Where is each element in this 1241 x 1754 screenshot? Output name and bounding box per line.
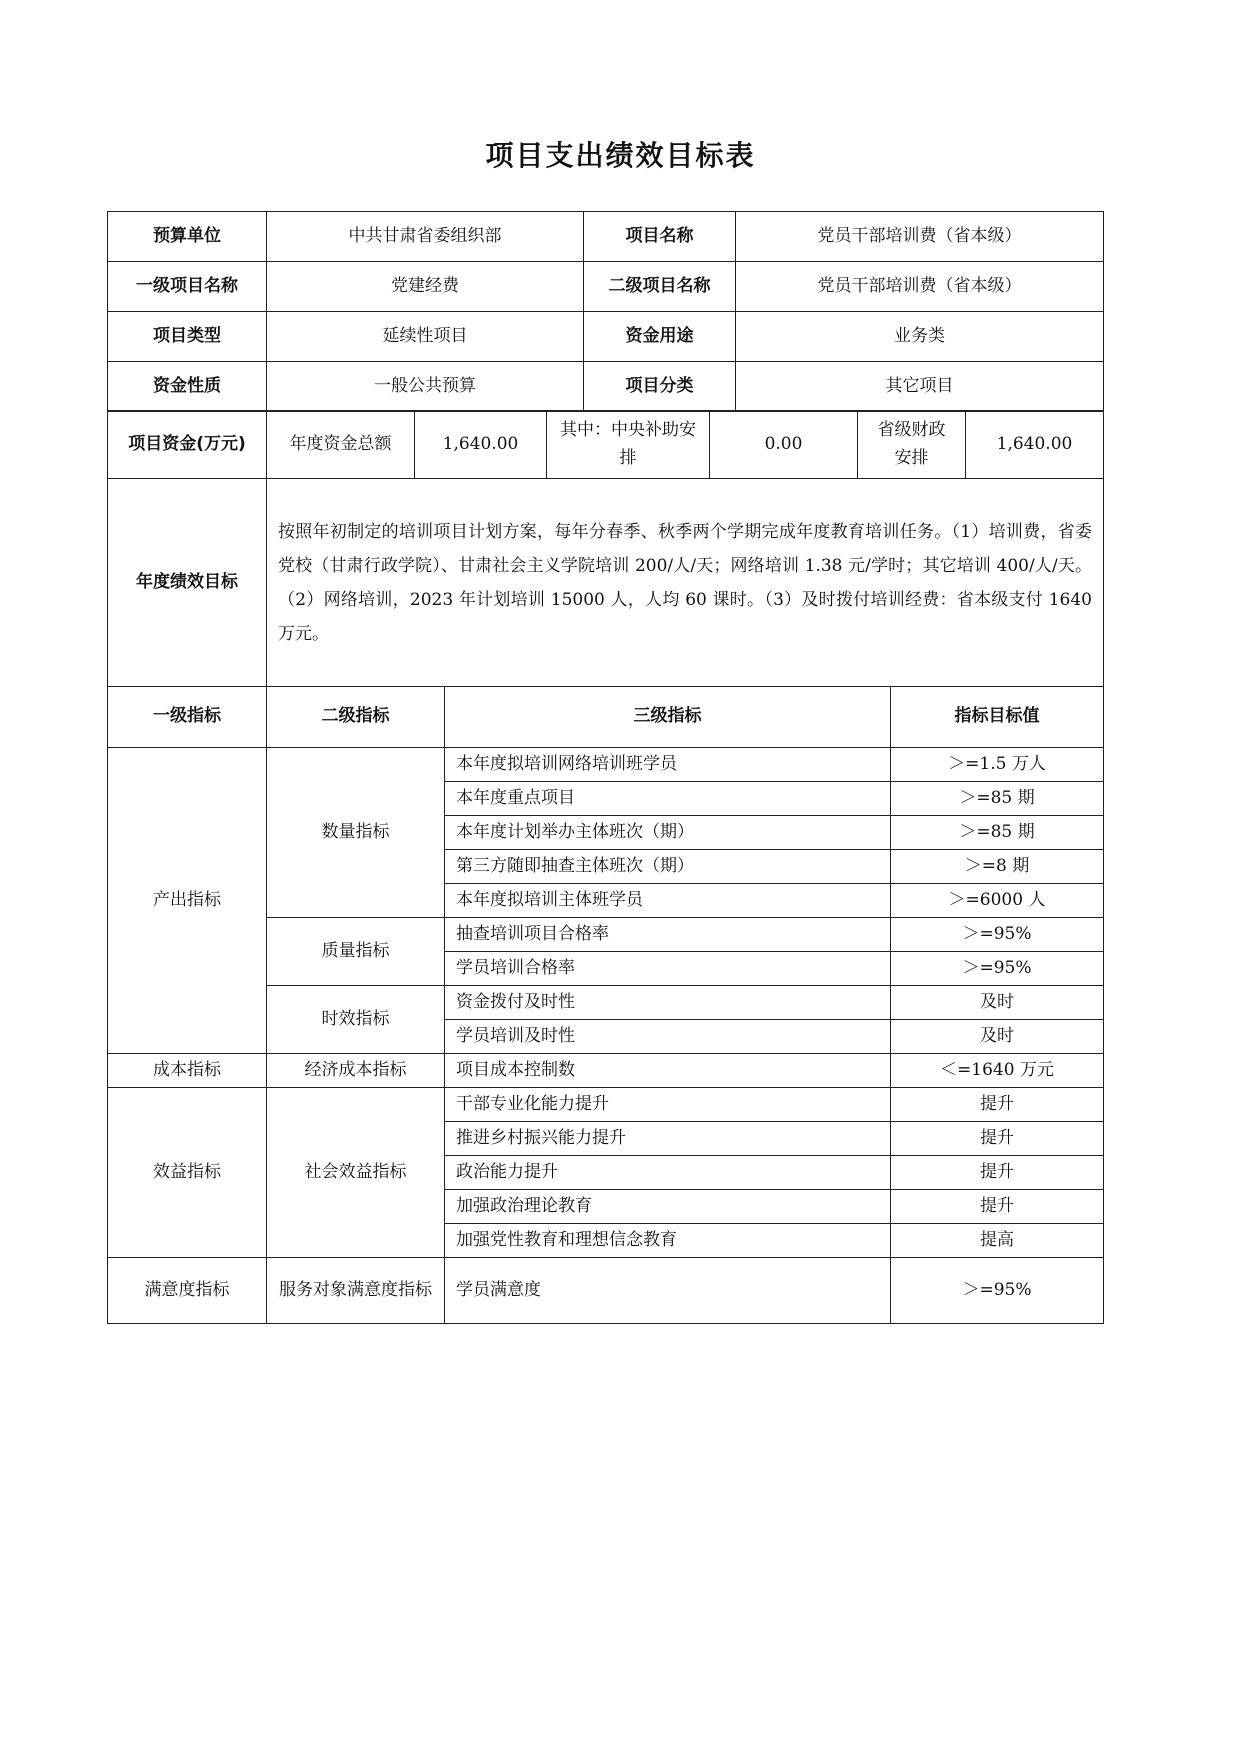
indicator-target: ＞=95% xyxy=(891,952,1104,986)
provincial-fund-value: 1,640.00 xyxy=(966,411,1104,479)
indicator-name: 第三方随即抽查主体班次（期） xyxy=(445,850,891,884)
indicator-target: ＞=95% xyxy=(891,918,1104,952)
cost-indicator-label: 成本指标 xyxy=(108,1054,267,1088)
indicator-name: 本年度计划举办主体班次（期） xyxy=(445,816,891,850)
project-category-label: 项目分类 xyxy=(584,362,736,412)
level1-project-label: 一级项目名称 xyxy=(108,262,267,312)
indicator-target: ＞=85 期 xyxy=(891,816,1104,850)
indicator-target: ＞=1.5 万人 xyxy=(891,748,1104,782)
fund-use-label: 资金用途 xyxy=(584,312,736,362)
indicator-target: ＜=1640 万元 xyxy=(891,1054,1104,1088)
indicator-name: 加强党性教育和理想信念教育 xyxy=(445,1224,891,1258)
project-category-value: 其它项目 xyxy=(736,362,1104,412)
quality-indicator-label: 质量指标 xyxy=(267,918,445,986)
indicator-name: 学员满意度 xyxy=(445,1258,891,1324)
level2-project-label: 二级项目名称 xyxy=(584,262,736,312)
header-level3: 三级指标 xyxy=(445,687,891,748)
annual-goal-text: 按照年初制定的培训项目计划方案，每年分春季、秋季两个学期完成年度教育培训任务。（1）培训费，省委党校（甘肃行政学院）、甘肃社会主义学院培训 200/人/天；网络培训 1.38 元/学时；其它培训 400/人/天。（2）网络培训，2023 年计划培训 15000 人，人均 60 课时。（3）及时拨付培训经费：省本级支付 1640 万元。 xyxy=(267,479,1104,687)
annual-goal-row xyxy=(108,479,1104,687)
service-satisfaction-indicator-label: 服务对象满意度指标 xyxy=(267,1258,445,1324)
annual-goal-table xyxy=(107,478,1104,687)
quantity-indicator-label: 数量指标 xyxy=(267,748,445,918)
indicator-name: 本年度拟培训主体班学员 xyxy=(445,884,891,918)
indicator-name: 学员培训及时性 xyxy=(445,1020,891,1054)
indicator-target: 提高 xyxy=(891,1224,1104,1258)
central-subsidy-label: 其中：中央补助安排 xyxy=(547,411,710,479)
info-row xyxy=(108,212,1104,262)
indicator-name: 本年度重点项目 xyxy=(445,782,891,816)
indicator-target: ＞=8 期 xyxy=(891,850,1104,884)
indicator-target: ＞=95% xyxy=(891,1258,1104,1324)
benefit-indicator-label: 效益指标 xyxy=(108,1088,267,1258)
annual-total-label: 年度资金总额 xyxy=(267,411,415,479)
indicator-target: 及时 xyxy=(891,1020,1104,1054)
indicator-target: ＞=6000 人 xyxy=(891,884,1104,918)
table-row xyxy=(108,1054,1104,1088)
info-row xyxy=(108,362,1104,412)
level2-project-value: 党员干部培训费（省本级） xyxy=(736,262,1104,312)
budget-unit-value: 中共甘肃省委组织部 xyxy=(267,212,584,262)
indicator-name: 资金拨付及时性 xyxy=(445,986,891,1020)
table-row xyxy=(108,748,1104,782)
indicator-target: 提升 xyxy=(891,1088,1104,1122)
indicator-target: 提升 xyxy=(891,1122,1104,1156)
project-type-label: 项目类型 xyxy=(108,312,267,362)
indicator-target: 及时 xyxy=(891,986,1104,1020)
indicator-header-row xyxy=(108,687,1104,748)
info-row xyxy=(108,262,1104,312)
budget-unit-label: 预算单位 xyxy=(108,212,267,262)
project-name-label: 项目名称 xyxy=(584,212,736,262)
table-row xyxy=(108,1088,1104,1122)
indicator-name: 政治能力提升 xyxy=(445,1156,891,1190)
satisfaction-indicator-label: 满意度指标 xyxy=(108,1258,267,1324)
indicator-name: 推进乡村振兴能力提升 xyxy=(445,1122,891,1156)
project-info-table xyxy=(107,211,1104,412)
indicator-target: ＞=85 期 xyxy=(891,782,1104,816)
header-level1: 一级指标 xyxy=(108,687,267,748)
output-indicator-label: 产出指标 xyxy=(108,748,267,1054)
project-type-value: 延续性项目 xyxy=(267,312,584,362)
economic-cost-indicator-label: 经济成本指标 xyxy=(267,1054,445,1088)
header-level2: 二级指标 xyxy=(267,687,445,748)
indicator-name: 项目成本控制数 xyxy=(445,1054,891,1088)
indicators-table xyxy=(107,686,1104,1324)
timeliness-indicator-label: 时效指标 xyxy=(267,986,445,1054)
indicator-target: 提升 xyxy=(891,1156,1104,1190)
funding-table xyxy=(107,410,1104,479)
header-target: 指标目标值 xyxy=(891,687,1104,748)
fund-use-value: 业务类 xyxy=(736,312,1104,362)
table-row xyxy=(108,1258,1104,1324)
annual-goal-label: 年度绩效目标 xyxy=(108,479,267,687)
indicator-name: 加强政治理论教育 xyxy=(445,1190,891,1224)
fund-nature-value: 一般公共预算 xyxy=(267,362,584,412)
annual-total-value: 1,640.00 xyxy=(415,411,547,479)
indicator-name: 抽查培训项目合格率 xyxy=(445,918,891,952)
indicator-target: 提升 xyxy=(891,1190,1104,1224)
info-row xyxy=(108,312,1104,362)
central-subsidy-value: 0.00 xyxy=(710,411,858,479)
indicator-name: 学员培训合格率 xyxy=(445,952,891,986)
level1-project-value: 党建经费 xyxy=(267,262,584,312)
indicator-name: 本年度拟培训网络培训班学员 xyxy=(445,748,891,782)
indicator-name: 干部专业化能力提升 xyxy=(445,1088,891,1122)
provincial-fund-label: 省级财政安排 xyxy=(858,411,966,479)
funding-label: 项目资金(万元) xyxy=(108,411,267,479)
social-benefit-indicator-label: 社会效益指标 xyxy=(267,1088,445,1258)
project-name-value: 党员干部培训费（省本级） xyxy=(736,212,1104,262)
page-title: 项目支出绩效目标表 xyxy=(485,139,756,172)
funding-row xyxy=(108,411,1104,479)
fund-nature-label: 资金性质 xyxy=(108,362,267,412)
